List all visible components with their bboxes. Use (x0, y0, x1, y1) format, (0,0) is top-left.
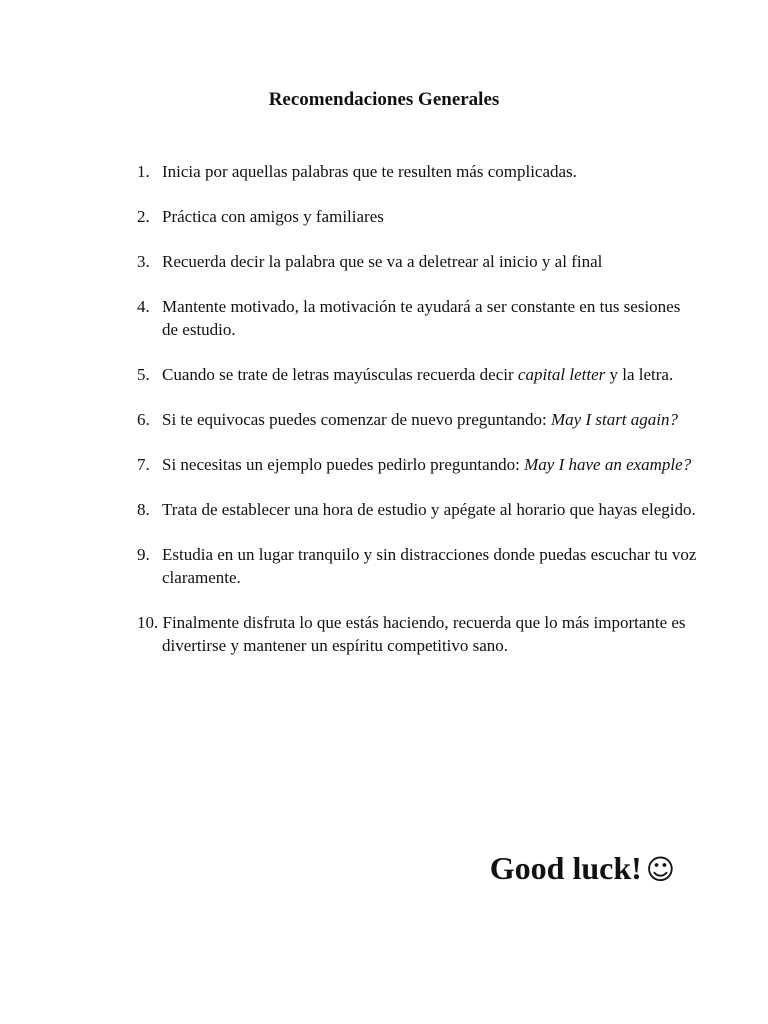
item-number: 9. (137, 545, 150, 564)
list-item (137, 363, 697, 386)
list-item (137, 408, 697, 431)
item-number: 3. (137, 252, 150, 271)
item-text-after: y la letra. (605, 365, 674, 384)
item-number: 6. (137, 410, 150, 429)
item-text: Estudia en un lugar tranquilo y sin distracciones donde puedas escuchar tu voz claramente. (162, 545, 697, 587)
list-item (137, 205, 697, 228)
item-number: 10. (137, 613, 159, 632)
item-text: Práctica con amigos y familiares (162, 207, 384, 226)
item-text: Recuerda decir la palabra que se va a deletrear al inicio y al final (162, 252, 603, 271)
closing-message (490, 848, 675, 890)
item-text-italic: capital letter (517, 365, 606, 384)
list-item (137, 611, 697, 657)
item-text (162, 455, 691, 474)
item-number: 2. (137, 207, 150, 226)
item-number: 5. (137, 365, 150, 384)
item-text: Trata de establecer una hora de estudio y apégate al horario que hayas elegido. (162, 500, 696, 519)
item-text-before: Si te equivocas puedes comenzar de nuevo preguntando: (162, 410, 551, 429)
item-text: Inicia por aquellas palabras que te resulten más complicadas. (162, 162, 577, 181)
list-item (137, 250, 697, 273)
item-text-italic: May I have an example? (524, 455, 692, 474)
item-number: 8. (137, 500, 150, 519)
list-item (137, 160, 697, 183)
recommendations-list (137, 160, 697, 679)
closing-text: Good luck! (489, 850, 642, 886)
item-text-italic: May I start again? (550, 410, 679, 429)
page-title: Recomendaciones Generales (268, 89, 500, 110)
item-text (162, 365, 673, 384)
item-number: 7. (137, 455, 150, 474)
list-item (137, 543, 697, 589)
item-text-before: Cuando se trate de letras mayúsculas recuerda decir (162, 365, 518, 384)
list-item (137, 498, 697, 521)
item-text-before: Si necesitas un ejemplo puedes pedirlo preguntando: (162, 455, 525, 474)
item-text (137, 613, 686, 655)
item-number: 1. (137, 162, 150, 181)
smiley-icon: ☺ (645, 853, 675, 886)
item-text-body: Finalmente disfruta lo que estás haciendo, recuerda que lo más importante es divertirse y mantener un espíritu competitivo sano. (162, 613, 686, 655)
list-item (137, 453, 697, 476)
item-text: Mantente motivado, la motivación te ayudará a ser constante en tus sesiones de estudio. (162, 297, 681, 339)
item-text (162, 410, 678, 429)
item-number: 4. (137, 297, 150, 316)
list-item (137, 295, 697, 341)
